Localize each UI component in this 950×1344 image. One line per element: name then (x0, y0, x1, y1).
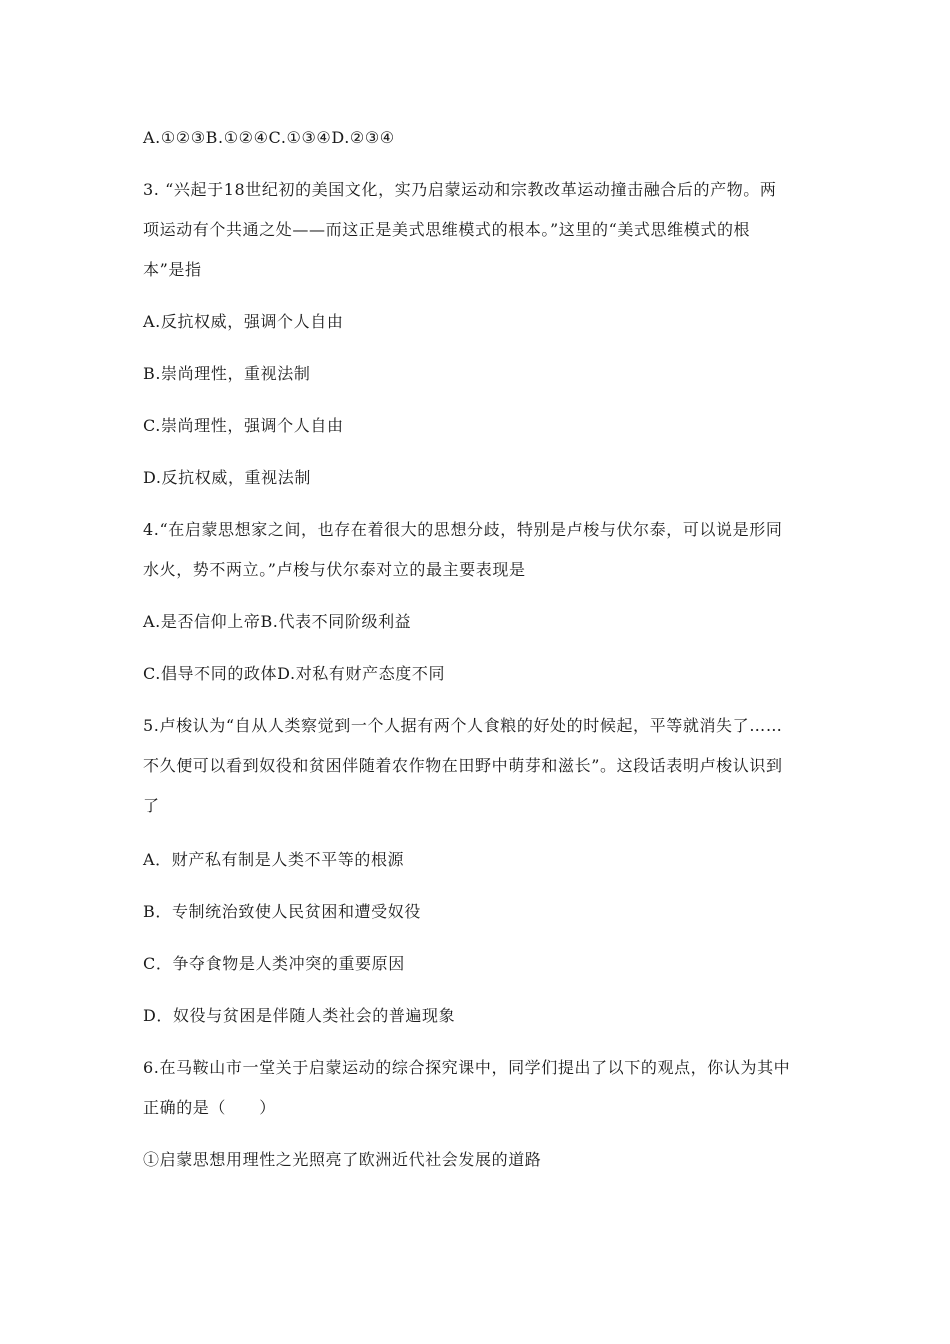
q5-stem-line-3: 了 (143, 796, 160, 815)
q5-option-c: C．争夺食物是人类冲突的重要原因 (143, 954, 405, 973)
q4-stem-line-1: 4.“在启蒙思想家之间，也存在着很大的思想分歧，特别是卢梭与伏尔泰，可以说是形同 (143, 520, 783, 539)
q5-stem-line-1: 5.卢梭认为“自从人类察觉到一个人据有两个人食粮的好处的时候起，平等就消失了…… (143, 716, 783, 735)
q3-stem-line-3: 本”是指 (143, 260, 202, 279)
q4-stem-line-2: 水火，势不两立。”卢梭与伏尔泰对立的最主要表现是 (143, 560, 526, 579)
q6-statement-1: ①启蒙思想用理性之光照亮了欧洲近代社会发展的道路 (143, 1150, 542, 1169)
q4-options-cd: C.倡导不同的政体D.对私有财产态度不同 (143, 664, 446, 683)
q3-option-b: B.崇尚理性，重视法制 (143, 364, 311, 383)
q3-stem-line-1: 3. “兴起于18世纪初的美国文化，实乃启蒙运动和宗教改革运动撞击融合后的产物。两 (143, 180, 777, 199)
q3-stem-line-2: 项运动有个共通之处——而这正是美式思维模式的根本。”这里的“美式思维模式的根 (143, 220, 751, 239)
q5-option-a: A．财产私有制是人类不平等的根源 (143, 850, 405, 869)
q5-stem-line-2: 不久便可以看到奴役和贫困伴随着农作物在田野中萌芽和滋长”。这段话表明卢梭认识到 (143, 756, 783, 775)
q3-option-a: A.反抗权威，强调个人自由 (143, 312, 344, 331)
q5-option-d: D．奴役与贫困是伴随人类社会的普遍现象 (143, 1006, 456, 1025)
q3-option-d: D.反抗权威，重视法制 (143, 468, 311, 487)
q5-option-b: B．专制统治致使人民贫困和遭受奴役 (143, 902, 421, 921)
q2-options-line: A.①②③B.①②④C.①③④D.②③④ (143, 128, 395, 147)
q3-option-c: C.崇尚理性，强调个人自由 (143, 416, 344, 435)
q4-options-ab: A.是否信仰上帝B.代表不同阶级利益 (143, 612, 412, 631)
q6-stem-line-2: 正确的是（ ） (143, 1098, 276, 1117)
q6-stem-line-1: 6.在马鞍山市一堂关于启蒙运动的综合探究课中，同学们提出了以下的观点，你认为其中 (143, 1058, 791, 1077)
